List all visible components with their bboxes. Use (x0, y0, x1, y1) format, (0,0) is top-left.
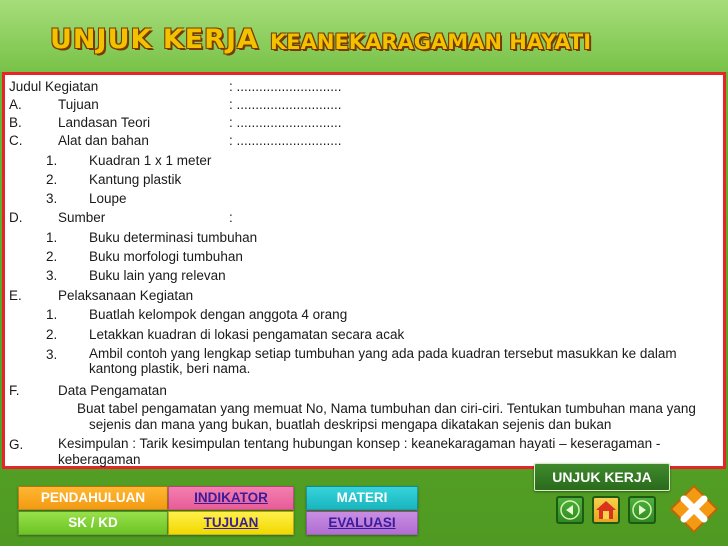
content-panel: Judul Kegiatan : ............................ A. Tujuan : ............................ B. Landasan Teori : ............................ C. Alat dan bahan : ............................ 1. Kuadran 1 x 1 meter 2. Kantung plastik 3. Loupe D. Sumber : 1. Buku determinasi tumbuhan 2. Buku morfologi tumbuhan 3. Buku lain yang relevan E. Pelaksanaan Kegiatan 1. Buatlah kelompok dengan anggota 4 orang 2. Letakkan kuadran di lokasi pengamatan secara acak 3. Ambil contoh yang lengkap setiap tumbuhan yang ada pada kuadran tersebut masukkan ke dalam kantong plastik, beri nama. F. Data Pengamatan Buat tabel pengamatan yang memuat No, Nama tumbuhan dan ciri-ciri. Tentukan tumbuhan mana yang sejenis dan mana yang bukan, buatlah deskripsi mengapa dikatakan sejenis dan bukan G. Kesimpulan : Tarik kesimpulan tentang hubungan konsep : keanekaragaman hayati – keseragaman - keberagaman (2, 72, 726, 469)
next-button[interactable] (628, 496, 656, 524)
close-button[interactable] (669, 484, 719, 534)
nav-evaluasi-button[interactable]: EVALUASI (306, 511, 418, 535)
nav-materi-button[interactable]: MATERI (306, 486, 418, 510)
title-keanekaragaman-hayati: KEANEKARAGAMAN HAYATI (270, 30, 592, 54)
unjuk-kerja-button[interactable]: UNJUK KERJA (534, 463, 670, 491)
colon-judul: : ............................ (229, 79, 342, 94)
nav-indikator-button[interactable]: INDIKATOR (168, 486, 294, 510)
close-icon (669, 484, 719, 534)
nav-pendahuluan-button[interactable]: PENDAHULUAN (18, 486, 168, 510)
title-unjuk-kerja: UNJUK KERJA (50, 24, 259, 55)
arrow-right-icon (630, 498, 654, 522)
prev-button[interactable] (556, 496, 584, 524)
label-judul: Judul Kegiatan (9, 79, 99, 94)
home-icon (594, 498, 618, 522)
nav-tujuan-button[interactable]: TUJUAN (168, 511, 294, 535)
home-button[interactable] (592, 496, 620, 524)
nav-sk-kd-button[interactable]: SK / KD (18, 511, 168, 535)
arrow-left-icon (558, 498, 582, 522)
